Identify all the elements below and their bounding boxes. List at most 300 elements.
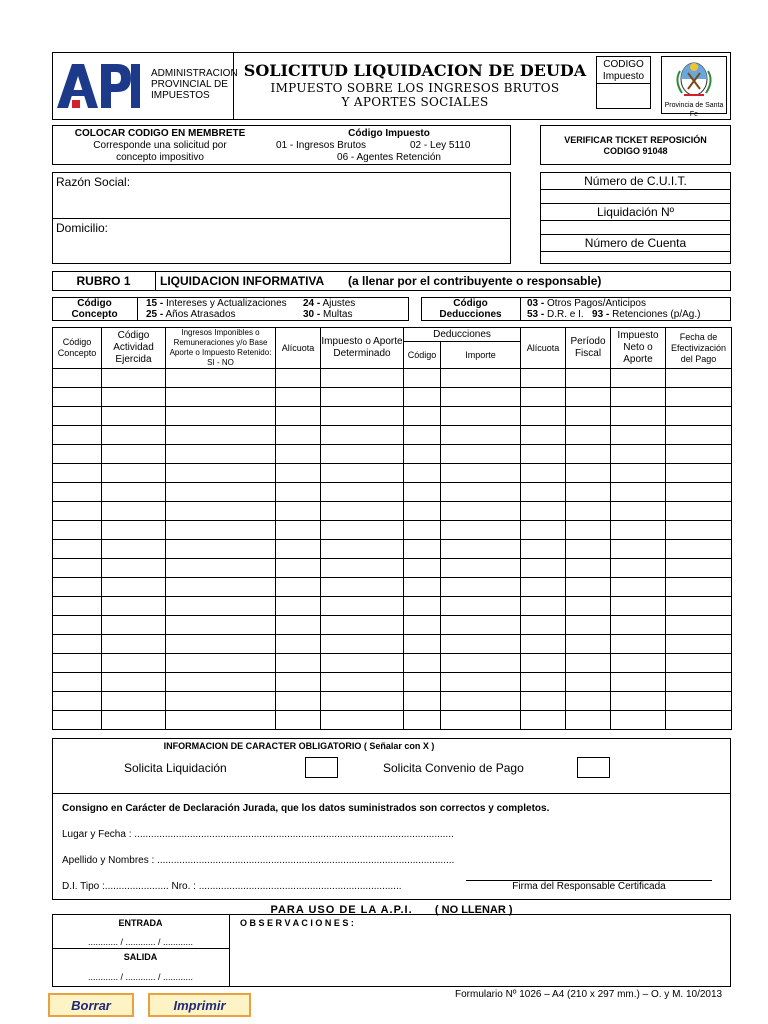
agency-line-1: ADMINISTRACION [151,68,238,79]
col-ingresos: Ingresos Imponibles o Remuneraciones y/o Base Aporte o Impuesto Retenido: SI - NO [166,328,276,369]
table-cell[interactable] [53,540,102,559]
table-cell[interactable] [53,692,102,711]
solicita-convenio-label: Solicita Convenio de Pago [383,761,524,775]
table-cell[interactable] [666,540,732,559]
table-cell[interactable] [611,635,666,654]
col-alicuota-2: Alícuota [521,328,566,369]
table-cell[interactable] [166,578,276,597]
table-cell[interactable] [441,692,521,711]
table-cell[interactable] [666,369,732,388]
table-cell[interactable] [566,502,611,521]
table-cell[interactable] [521,445,566,464]
table-cell[interactable] [666,464,732,483]
di-tipo-field[interactable]: D.I. Tipo :....................... Nro. : ......................................................................... [62,881,402,892]
table-cell[interactable] [441,559,521,578]
table-cell[interactable] [441,635,521,654]
table-cell[interactable] [321,692,404,711]
table-cell[interactable] [166,711,276,730]
concept-label-1: Código [77,298,112,309]
liquidacion-label: Liquidación Nº [596,205,675,219]
table-cell[interactable] [102,673,166,692]
table-cell[interactable] [441,654,521,673]
table-cell[interactable] [321,426,404,445]
table-cell[interactable] [666,673,732,692]
table-cell[interactable] [666,483,732,502]
table-cell[interactable] [321,502,404,521]
table-cell[interactable] [321,483,404,502]
table-cell[interactable] [102,635,166,654]
table-cell[interactable] [321,635,404,654]
table-cell[interactable] [321,521,404,540]
table-cell[interactable] [166,502,276,521]
table-cell[interactable] [611,426,666,445]
table-cell[interactable] [166,673,276,692]
table-cell[interactable] [102,407,166,426]
table-cell[interactable] [611,692,666,711]
table-cell[interactable] [53,426,102,445]
table-cell[interactable] [102,616,166,635]
table-cell[interactable] [166,597,276,616]
table-cell[interactable] [566,673,611,692]
liquidacion-field[interactable] [540,220,731,235]
api-logo [57,62,141,110]
table-cell[interactable] [521,388,566,407]
table-cell[interactable] [166,426,276,445]
imprimir-button[interactable]: Imprimir [148,993,251,1017]
table-cell[interactable] [666,502,732,521]
table-cell[interactable] [666,635,732,654]
deduction-53-num: 53 - [527,309,545,320]
table-cell[interactable] [166,483,276,502]
table-cell[interactable] [276,407,321,426]
concept-30-text: Multas [323,309,353,320]
entrada-label: ENTRADA [118,918,163,928]
concept-30 [303,309,352,320]
table-cell[interactable] [521,407,566,426]
table-cell[interactable] [321,464,404,483]
table-cell[interactable] [441,464,521,483]
table-cell[interactable] [404,369,441,388]
table-row [53,369,732,388]
deduction-03-num: 03 - [527,298,545,309]
table-cell[interactable] [521,521,566,540]
table-row [53,426,732,445]
table-cell[interactable] [441,388,521,407]
concept-25-num: 25 - [146,309,164,320]
table-cell[interactable] [611,388,666,407]
table-cell[interactable] [166,692,276,711]
deduction-93-text: Retenciones (p/Ag.) [612,309,701,320]
table-cell[interactable] [404,521,441,540]
table-cell[interactable] [611,597,666,616]
domicilio-label[interactable]: Domicilio: [56,221,109,235]
table-cell[interactable] [521,540,566,559]
table-cell[interactable] [611,483,666,502]
table-cell[interactable] [166,616,276,635]
table-cell[interactable] [566,521,611,540]
concept-15-num: 15 - [146,298,164,309]
table-cell[interactable] [441,502,521,521]
table-row [53,521,732,540]
table-cell[interactable] [611,540,666,559]
table-cell[interactable] [611,616,666,635]
table-cell[interactable] [404,483,441,502]
table-cell[interactable] [611,464,666,483]
table-cell[interactable] [666,711,732,730]
table-cell[interactable] [53,388,102,407]
table-cell[interactable] [404,635,441,654]
table-cell[interactable] [611,711,666,730]
table-cell[interactable] [566,540,611,559]
rubro-divider [155,271,156,291]
table-cell[interactable] [666,616,732,635]
table-cell[interactable] [521,635,566,654]
table-row [53,711,732,730]
table-cell[interactable] [166,654,276,673]
table-cell[interactable] [276,654,321,673]
table-cell[interactable] [404,616,441,635]
table-cell[interactable] [666,426,732,445]
table-cell[interactable] [102,502,166,521]
table-cell[interactable] [521,483,566,502]
table-cell[interactable] [102,692,166,711]
table-cell[interactable] [611,559,666,578]
table-row [53,578,732,597]
table-cell[interactable] [611,521,666,540]
table-cell[interactable] [666,521,732,540]
table-cell[interactable] [521,559,566,578]
table-cell[interactable] [321,540,404,559]
table-cell[interactable] [404,445,441,464]
table-cell[interactable] [102,654,166,673]
table-cell[interactable] [166,388,276,407]
table-cell[interactable] [521,673,566,692]
table-cell[interactable] [321,445,404,464]
table-cell[interactable] [566,654,611,673]
apellido-nombres-field[interactable]: Apellido y Nombres : ........................................................................................................... [62,855,455,866]
formulario-footer: Formulario Nº 1026 – A4 (210 x 297 mm.) – O. y M. 10/2013 [455,989,723,1000]
lugar-fecha-field[interactable]: Lugar y Fecha : ................................................................................................................... [62,829,454,840]
table-cell[interactable] [404,426,441,445]
col-fecha-pago: Fecha de Efectivización del Pago [666,328,732,369]
table-cell[interactable] [566,445,611,464]
table-cell[interactable] [566,464,611,483]
table-row [53,559,732,578]
rubro-label: RUBRO 1 [76,274,131,288]
table-cell[interactable] [321,673,404,692]
table-cell[interactable] [276,502,321,521]
membrete-line-1: Corresponde una solicitud por [93,140,227,151]
table-cell[interactable] [102,540,166,559]
cuenta-field[interactable] [540,251,731,264]
table-cell[interactable] [441,445,521,464]
table-cell[interactable] [166,521,276,540]
table-cell[interactable] [521,464,566,483]
ticket-line-1: VERIFICAR TICKET REPOSICIÓN [564,135,707,145]
table-cell[interactable] [53,578,102,597]
table-cell[interactable] [102,445,166,464]
codigo-label: CODIGO [603,59,644,70]
table-cell[interactable] [166,445,276,464]
table-row [53,597,732,616]
table-cell[interactable] [53,673,102,692]
table-cell[interactable] [404,559,441,578]
table-cell[interactable] [441,369,521,388]
table-cell[interactable] [521,654,566,673]
concept-30-num: 30 - [303,309,321,320]
col-impuesto-neto: Impuesto Neto o Aporte [611,328,666,369]
table-cell[interactable] [441,407,521,426]
table-cell[interactable] [566,426,611,445]
table-cell[interactable] [566,578,611,597]
table-row [53,540,732,559]
table-cell[interactable] [53,464,102,483]
table-cell[interactable] [441,711,521,730]
table-cell[interactable] [404,711,441,730]
table-cell[interactable] [566,711,611,730]
table-cell[interactable] [404,597,441,616]
table-cell[interactable] [166,464,276,483]
table-cell[interactable] [102,711,166,730]
table-row [53,673,732,692]
table-cell[interactable] [276,635,321,654]
table-row [53,388,732,407]
table-cell[interactable] [404,407,441,426]
table-cell[interactable] [666,654,732,673]
table-cell[interactable] [102,578,166,597]
table-cell[interactable] [321,616,404,635]
api-logo-graphic [57,62,141,110]
concept-25 [146,309,236,320]
table-cell[interactable] [611,578,666,597]
table-row [53,483,732,502]
table-cell[interactable] [611,407,666,426]
table-cell[interactable] [441,578,521,597]
concept-15 [146,298,287,309]
table-cell[interactable] [166,559,276,578]
table-cell[interactable] [566,369,611,388]
table-cell[interactable] [53,597,102,616]
liquidation-table [52,327,732,730]
table-cell[interactable] [276,369,321,388]
table-cell[interactable] [166,407,276,426]
table-cell[interactable] [53,616,102,635]
table-body [53,369,732,730]
concept-24-num: 24 - [303,298,321,309]
col-impuesto-aporte: Impuesto o Aporte Determinado [321,328,404,369]
table-cell[interactable] [276,578,321,597]
table-cell[interactable] [611,654,666,673]
table-cell[interactable] [611,502,666,521]
rubro-note: (a llenar por el contribuyente o responsable) [348,274,602,288]
concept-codes-divider [137,297,138,321]
table-row [53,502,732,521]
solicita-convenio-checkbox[interactable] [577,757,610,778]
firma-label: Firma del Responsable Certificada [512,881,666,892]
table-cell[interactable] [441,521,521,540]
table-cell[interactable] [666,407,732,426]
table-cell[interactable] [321,388,404,407]
table-cell[interactable] [404,464,441,483]
table-cell[interactable] [441,426,521,445]
table-cell[interactable] [166,540,276,559]
table-cell[interactable] [276,388,321,407]
page-subtitle-1: IMPUESTO SOBRE LOS INGRESOS BRUTOS [270,81,560,95]
razon-social-label[interactable]: Razón Social: [56,175,131,189]
table-cell[interactable] [521,597,566,616]
table-cell[interactable] [566,559,611,578]
cuit-field[interactable] [540,189,731,204]
taxpayer-divider [52,218,511,219]
table-cell[interactable] [441,597,521,616]
table-cell[interactable] [441,616,521,635]
table-cell[interactable] [321,711,404,730]
table-cell[interactable] [404,502,441,521]
table-cell[interactable] [53,445,102,464]
table-row [53,616,732,635]
table-cell[interactable] [566,635,611,654]
table-cell[interactable] [321,597,404,616]
borrar-button[interactable]: Borrar [48,993,134,1017]
table-cell[interactable] [102,426,166,445]
table-cell[interactable] [521,502,566,521]
table-cell[interactable] [666,578,732,597]
table-cell[interactable] [321,407,404,426]
col-alicuota: Alícuota [276,328,321,369]
solicita-liquidacion-checkbox[interactable] [305,757,338,778]
table-cell[interactable] [321,559,404,578]
table-cell[interactable] [276,597,321,616]
table-cell[interactable] [566,483,611,502]
table-cell[interactable] [53,711,102,730]
table-cell[interactable] [102,483,166,502]
deduction-53-93 [527,309,700,320]
table-cell[interactable] [53,369,102,388]
table-cell[interactable] [102,559,166,578]
solicita-liquidacion-label: Solicita Liquidación [124,761,227,775]
table-cell[interactable] [566,616,611,635]
table-cell[interactable] [404,692,441,711]
table-cell[interactable] [666,692,732,711]
table-cell[interactable] [666,445,732,464]
table-cell[interactable] [53,521,102,540]
province-emblem-box [661,56,727,118]
api-use-divider-v [229,914,230,987]
deduction-label-2: Deducciones [439,309,502,320]
deduction-93-num: 93 - [592,309,610,320]
impuesto-label: Impuesto [597,71,650,84]
cuenta-label: Número de Cuenta [584,236,687,250]
table-cell[interactable] [53,654,102,673]
declaracion-jurada: Consigno en Carácter de Declaración Jurada, que los datos suministrados son correctos y completos. [62,803,550,814]
col-ded-codigo: Código [404,342,441,369]
table-cell[interactable] [53,502,102,521]
table-cell[interactable] [276,521,321,540]
deduction-codes-divider [520,297,521,321]
table-cell[interactable] [441,540,521,559]
table-cell[interactable] [276,692,321,711]
agency-line-3: IMPUESTOS [151,90,210,101]
table-cell[interactable] [521,578,566,597]
table-cell[interactable] [441,673,521,692]
membrete-line-2: concepto impositivo [116,152,204,163]
table-cell[interactable] [166,635,276,654]
table-cell[interactable] [611,369,666,388]
cuit-label: Número de C.U.I.T. [584,174,687,188]
table-cell[interactable] [404,388,441,407]
table-cell[interactable] [276,711,321,730]
entrada-date: ............ / ............ / ............ [87,937,194,947]
table-cell[interactable] [276,426,321,445]
table-cell[interactable] [53,483,102,502]
table-cell[interactable] [102,597,166,616]
table-cell[interactable] [102,369,166,388]
table-cell[interactable] [276,540,321,559]
ticket-box [540,125,731,165]
table-cell[interactable] [276,464,321,483]
concept-25-text: Años Atrasados [165,309,236,320]
table-cell[interactable] [611,445,666,464]
agency-name [151,68,238,101]
table-cell[interactable] [521,426,566,445]
deduction-codes-label [421,298,520,320]
table-row [53,464,732,483]
table-cell[interactable] [276,673,321,692]
table-cell[interactable] [566,692,611,711]
concept-15-text: Intereses y Actualizaciones [166,298,287,309]
table-cell[interactable] [53,559,102,578]
table-cell[interactable] [276,559,321,578]
table-cell[interactable] [321,578,404,597]
table-cell[interactable] [666,388,732,407]
table-cell[interactable] [276,616,321,635]
table-cell[interactable] [321,654,404,673]
table-cell[interactable] [666,559,732,578]
table-cell[interactable] [666,597,732,616]
ticket-line-2: CODIGO 91048 [603,146,668,156]
col-periodo-fiscal: Período Fiscal [566,328,611,369]
table-cell[interactable] [521,692,566,711]
info-heading: INFORMACION DE CARACTER OBLIGATORIO ( Señalar con X ) [163,741,435,751]
table-cell[interactable] [321,369,404,388]
table-cell[interactable] [102,464,166,483]
api-use-no-llenar: ( NO LLENAR ) [434,904,513,916]
table-cell[interactable] [521,711,566,730]
table-cell[interactable] [53,407,102,426]
table-cell[interactable] [611,673,666,692]
table-cell[interactable] [404,578,441,597]
table-cell[interactable] [566,388,611,407]
table-cell[interactable] [404,654,441,673]
table-cell[interactable] [566,597,611,616]
table-cell[interactable] [404,673,441,692]
rubro-title: LIQUIDACION INFORMATIVA [160,274,325,288]
table-cell[interactable] [441,483,521,502]
table-cell[interactable] [521,616,566,635]
table-row [53,445,732,464]
table-cell[interactable] [102,521,166,540]
table-cell[interactable] [566,407,611,426]
table-cell[interactable] [276,483,321,502]
table-cell[interactable] [521,369,566,388]
table-cell[interactable] [276,445,321,464]
table-cell[interactable] [53,635,102,654]
table-cell[interactable] [102,388,166,407]
codigo-impuesto-box[interactable] [596,56,651,109]
table-cell[interactable] [166,369,276,388]
agency-line-2: PROVINCIAL DE [151,79,228,90]
table-cell[interactable] [404,540,441,559]
